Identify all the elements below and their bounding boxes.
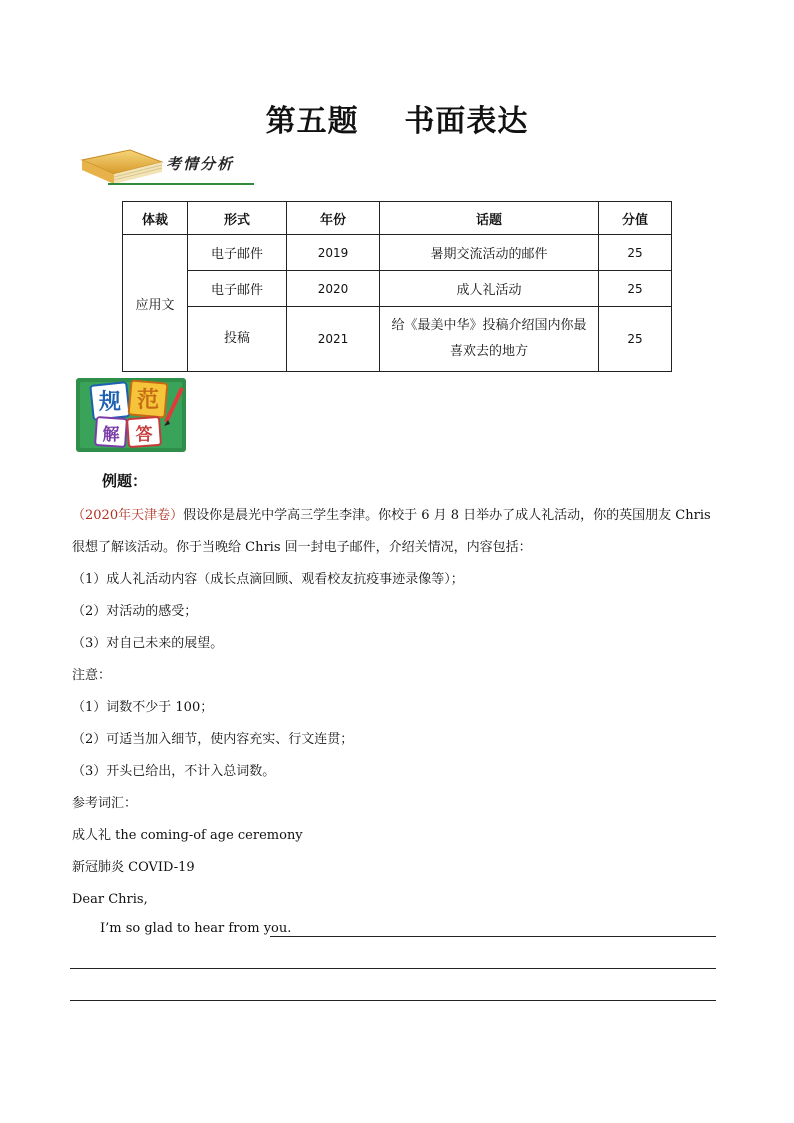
prompt-line-2: 很想了解该活动。你于当晚给 Chris 回一封电子邮件，介绍关情况，内容包括： (72, 540, 532, 555)
header-genre: 体裁 (123, 202, 188, 235)
table-header-row (123, 202, 672, 235)
content-item: （2）对活动的感受； (72, 604, 198, 619)
form-cell: 电子邮件 (188, 271, 287, 307)
year-cell: 2021 (287, 307, 380, 372)
vocab-label: 参考词汇： (72, 796, 138, 811)
header-topic: 话题 (380, 202, 599, 235)
prompt-text (72, 505, 722, 921)
section-analysis-label: 考情分析 (166, 155, 235, 173)
notice-item: （2）可适当加入细节，使内容充实、行文连贯； (72, 732, 354, 747)
header-year: 年份 (287, 202, 380, 235)
letter-salutation: Dear Chris, (72, 892, 148, 907)
table-row (123, 271, 672, 307)
answer-line[interactable] (270, 936, 716, 937)
answer-line[interactable] (70, 1000, 716, 1001)
table-row (123, 235, 672, 271)
badge-char-2: 范 (136, 388, 160, 413)
badge-char-3: 解 (102, 425, 120, 445)
content-item: （3）对自己未来的展望。 (72, 636, 224, 651)
page-title: 第五题 书面表达 (265, 104, 529, 139)
year-cell: 2019 (287, 235, 380, 271)
score-cell: 25 (599, 271, 672, 307)
notice-item: （1）词数不少于 100； (72, 700, 214, 715)
standard-answer-icon (76, 378, 186, 452)
notice-label: 注意： (72, 668, 112, 683)
vocab-item: 成人礼 the coming-of age ceremony (72, 828, 303, 843)
form-cell: 投稿 (188, 307, 287, 372)
header-score: 分值 (599, 202, 672, 235)
score-cell: 25 (599, 307, 672, 372)
header-form: 形式 (188, 202, 287, 235)
badge-char-1: 规 (98, 390, 122, 415)
topic-cell: 给《最美中华》投稿介绍国内你最喜欢去的地方 (380, 307, 599, 372)
answer-line[interactable] (70, 968, 716, 969)
prompt-line-1 (72, 505, 722, 537)
source-tag: （2020年天津卷） (72, 508, 184, 523)
notice-item: （3）开头已给出，不计入总词数。 (72, 764, 276, 779)
content-item: （1）成人礼活动内容（成长点滴回顾、观看校友抗疫事迹录像等）； (72, 572, 464, 587)
letter-opening: I’m so glad to hear from you. (100, 921, 292, 936)
badge-char-4: 答 (135, 425, 153, 445)
score-cell: 25 (599, 235, 672, 271)
exam-analysis-table (122, 201, 672, 372)
year-cell: 2020 (287, 271, 380, 307)
example-label: 例题： (102, 472, 148, 490)
topic-cell: 成人礼活动 (380, 271, 599, 307)
topic-cell: 暑期交流活动的邮件 (380, 235, 599, 271)
form-cell: 电子邮件 (188, 235, 287, 271)
vocab-item: 新冠肺炎 COVID-19 (72, 860, 195, 875)
genre-cell: 应用文 (123, 235, 188, 372)
prompt-line-1-rest: 假设你是晨光中学高三学生李津。你校于 6 月 8 日举办了成人礼活动，你的英国朋友 Chris (183, 508, 711, 523)
table-row (123, 307, 672, 372)
